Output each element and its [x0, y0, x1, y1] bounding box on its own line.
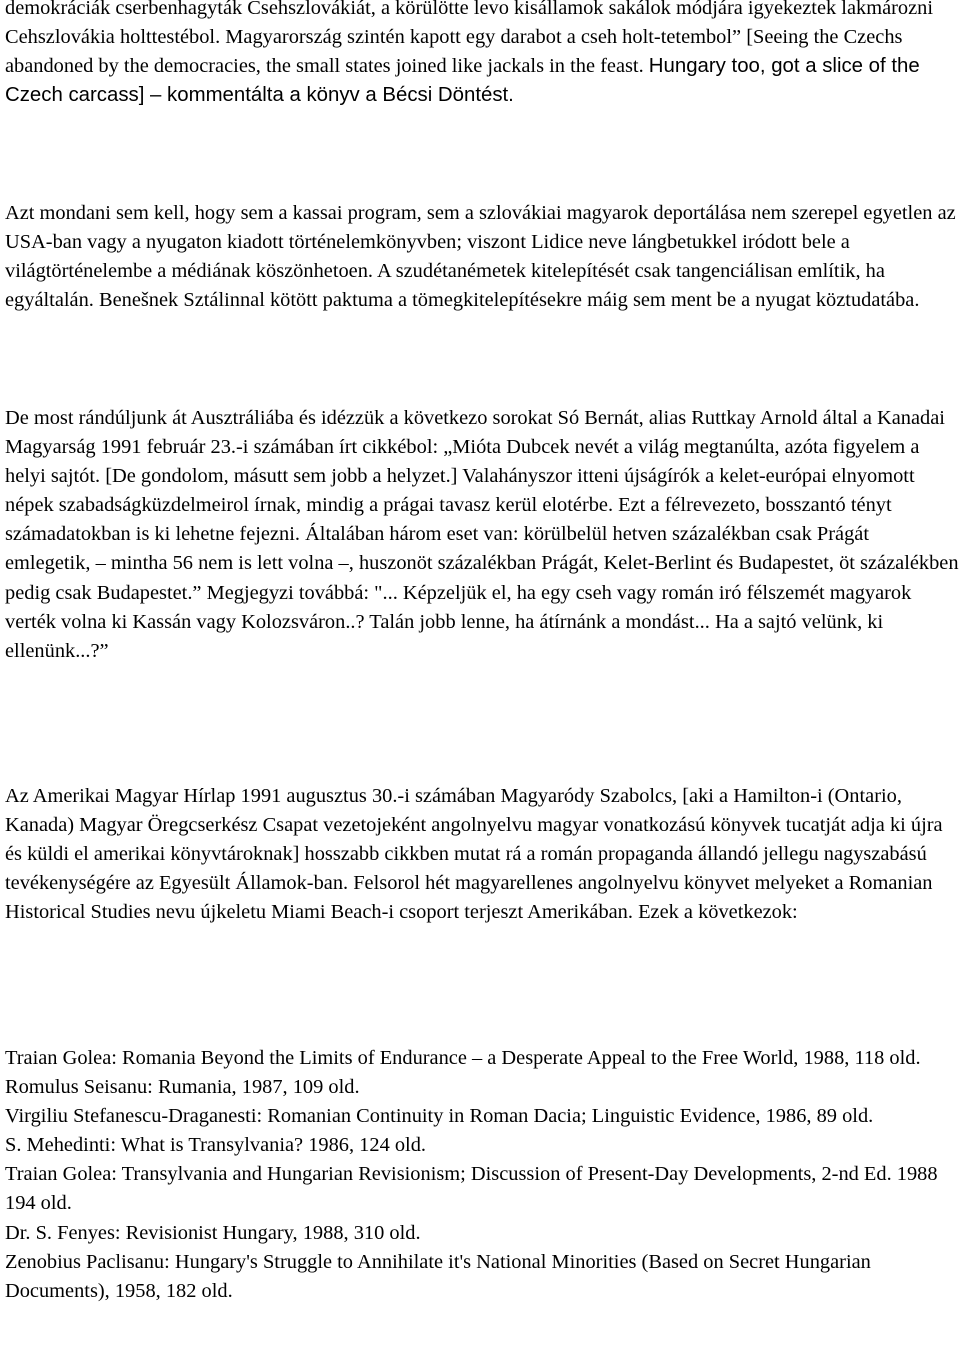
paragraph-text-sans: Hungary too, got a slice of the Czech carcass] – kommentálta a könyv a Bécsi Döntést.: [5, 55, 920, 107]
book-list-item: Romulus Seisanu: Rumania, 1987, 109 old.: [5, 1076, 360, 1099]
book-list: [5, 1044, 959, 1306]
book-list-item: Dr. S. Fenyes: Revisionist Hungary, 1988, 310 old.: [5, 1221, 421, 1244]
book-list-item: Traian Golea: Romania Beyond the Limits of Endurance – a Desperate Appeal to the Free World, 1988, 118 old.: [5, 1047, 921, 1069]
book-list-item: Virgiliu Stefanescu-Draganesti: Romanian Continuity in Roman Dacia; Linguistic Evidence, 1986, 89 old.: [5, 1105, 874, 1128]
book-list-item: Zenobius Paclisanu: Hungary's Struggle to Annihilate it's National Minorities (Based on Secret Hungarian Documents), 1958, 182 old.: [5, 1250, 871, 1302]
book-list-item: Traian Golea: Transylvania and Hungarian Revisionism; Discussion of Present-Day Developments, 2-nd Ed. 1988 194 old.: [5, 1163, 938, 1215]
paragraph-czech-abandonment: [5, 0, 959, 110]
book-list-item: S. Mehedinti: What is Transylvania? 1986, 124 old.: [5, 1134, 427, 1157]
paragraph-australia-quote: De most rándúljunk át Ausztráliába és idézzük a következo sorokat Só Bernát, alias Ruttkay Arnold által a Kanadai Magyarság 1991 február 23.-i számában írt cikkébol: „Mióta Dubcek nevét a világ megtanúlta, azóta figyelem a helyi sajtót. [De gondolom, másutt sem jobb a helyzet.] Valahányszor itteni újságírók a kelet-európai elnyomott népek szabadságküzdelmeirol írnak, mindig a prágai tavasz kerül elotérbe. Ezt a félrevezeto, bosszantó tényt számadatokban is ki lehetne fejezni. Általában három eset van: körülbelül hetven százalékban csak Prágát emlegetik, – mintha 56 nem is lett volna –, huszonöt százalékban Prágát, Kelet-Berlint és Budapestet, öt százalékben pedig csak Budapestet.” Megjegyzi továbbá: "... Képzeljük el, ha egy cseh vagy román iró félszemét magyarok verték volna ki Kassán vagy Kolozsváron..? Talán jobb lenne, ha átírnánk a mondást... Ha a sajtó velünk, ki ellenünk...?”: [5, 407, 959, 662]
paragraph-kassa-program: Azt mondani sem kell, hogy sem a kassai program, sem a szlovákiai magyarok deportálása nem szerepel egyetlen az USA-ban vagy a nyugaton kiadott történelemkönyvben; viszont Lidice neve lángbetukkel iródott bele a világtörténelembe a médiának köszönhetoen. A szudétanémetek kitelepítését csak tangenciálisan említik, ha egyáltalán. Benešnek Sztálinnal kötött paktuma a tömegkitelepítésekre máig sem ment be a nyugat köztudatába.: [5, 202, 956, 312]
paragraph-text: demokráciák cserbenhagyták Csehszlovákiát, a körülötte levo kisállamok sakálok módjára igyekeztek lakmározni Cehszlovákia holttestébol. Magyarország szintén kapott egy darabot a cseh holt-tetembol” [Seeing the Czechs abandoned by the democracies, the small states joined like jackals in the feast.: [5, 0, 934, 78]
paragraph-amerikai-magyar-hirlap: Az Amerikai Magyar Hírlap 1991 augusztus 30.-i számában Magyaródy Szabolcs, [aki a Hamilton-i (Ontario, Kanada) Magyar Öregcserkész Csapat vezetojeként angolnyelvu magyar vonatkozású könyvek tucatját adja ki újra és küldi el amerikai könyvtároknak] hosszabb cikkben mutat rá a román propaganda állandó jellegu nagyszabású tevékenységére az Egyesült Államok-ban. Felsorol hét magyarellenes angolnyelvu könyvet melyeket a Romanian Historical Studies nevu újkeletu Miami Beach-i csoport terjeszt Amerikában. Ezek a következok:: [5, 785, 943, 924]
